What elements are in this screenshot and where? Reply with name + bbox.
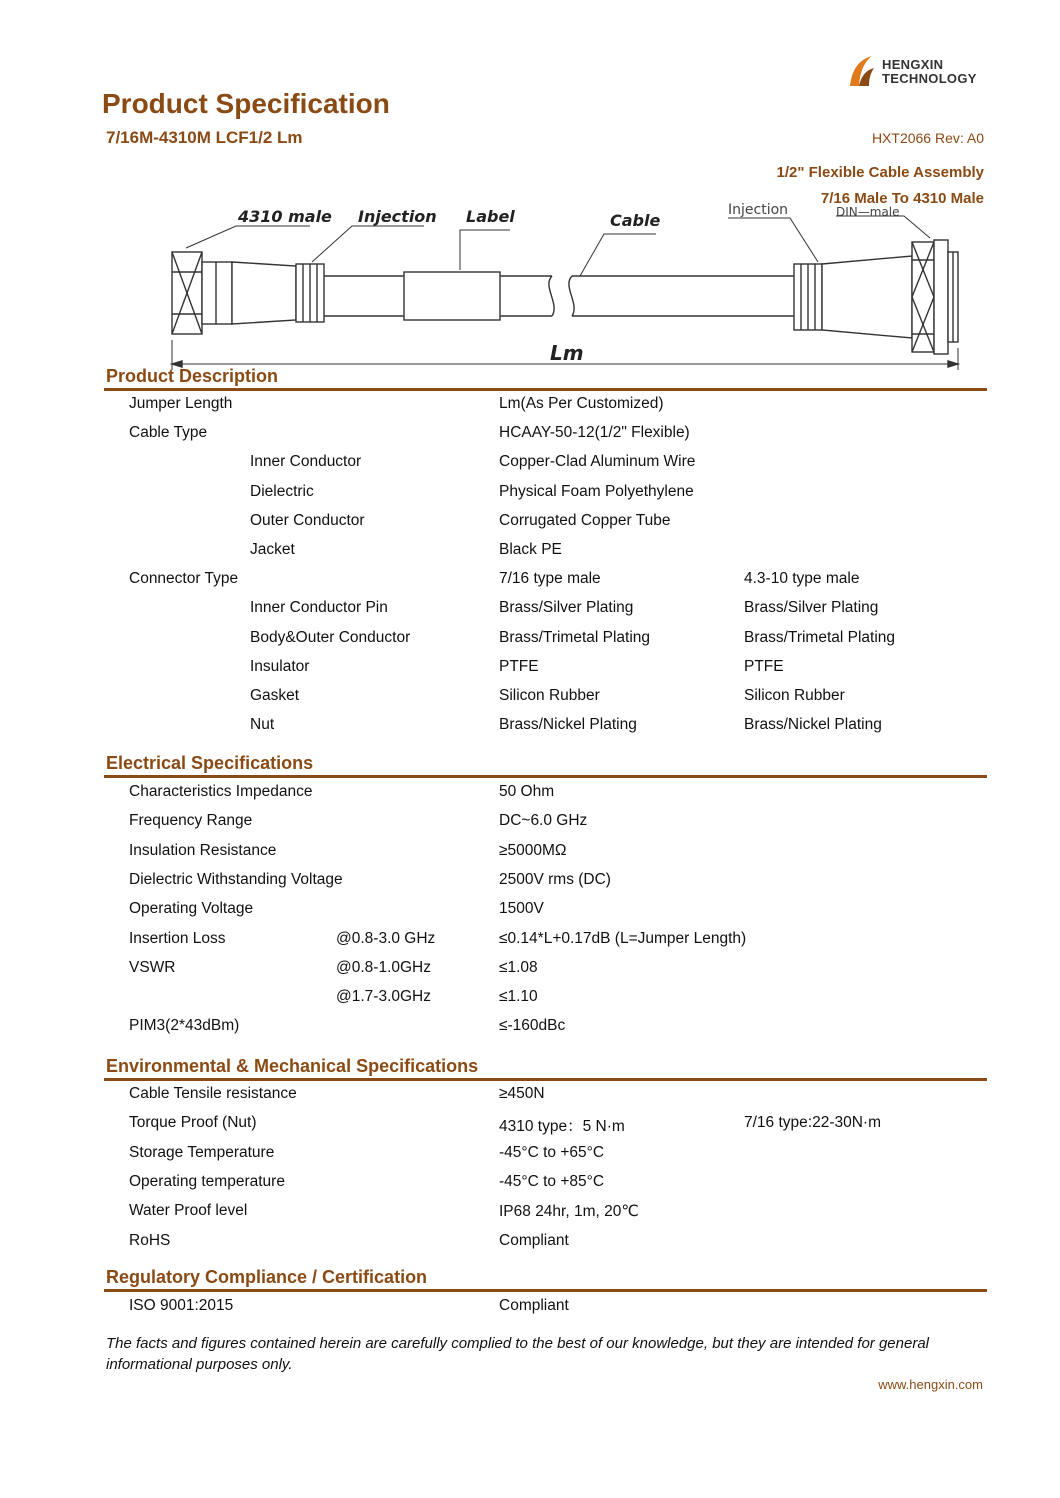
- label-injection-right: Injection: [728, 202, 789, 218]
- row-value: 1500V: [499, 900, 544, 918]
- row-label: Frequency Range: [129, 812, 253, 830]
- logo-brand-line2: TECHNOLOGY: [882, 71, 977, 86]
- section-rule: [104, 1078, 987, 1081]
- table-row: [0, 541, 1060, 570]
- row-value: -45°C to +85°C: [499, 1172, 605, 1190]
- table-row: [0, 1232, 1060, 1261]
- row-label: Gasket: [250, 687, 300, 704]
- table-row: [0, 812, 1060, 841]
- row-label: Inner Conductor Pin: [250, 599, 388, 617]
- row-label: Cable Tensile resistance: [129, 1085, 297, 1102]
- row-condition: @0.8-1.0GHz: [336, 958, 431, 976]
- logo: [842, 52, 992, 92]
- row-label: Characteristics Impedance: [129, 783, 313, 800]
- row-label: Dielectric: [250, 482, 314, 500]
- section-heading-regulatory: Regulatory Compliance / Certification: [106, 1267, 428, 1287]
- row-value: Copper-Clad Aluminum Wire: [499, 453, 696, 471]
- row-value: ≥5000MΩ: [499, 841, 567, 859]
- row-label: VSWR: [129, 958, 176, 976]
- table-row: [0, 783, 1060, 812]
- row-value: 50 Ohm: [499, 783, 555, 800]
- row-label: Operating Voltage: [129, 900, 254, 918]
- row-value: Brass/Trimetal Plating: [499, 628, 651, 646]
- cable-assembly-diagram: [0, 200, 1060, 370]
- row-value: Compliant: [499, 1297, 569, 1314]
- page-title: Product Specification: [102, 88, 390, 119]
- table-row: [0, 658, 1060, 687]
- table-row: [0, 570, 1060, 599]
- row-label: Connector Type: [129, 570, 239, 588]
- label-length: Lm: [550, 341, 584, 365]
- row-label: Cable Type: [129, 424, 208, 442]
- table-row: [0, 687, 1060, 716]
- section-rule: [104, 1289, 987, 1292]
- row-value-secondary: 4.3-10 type male: [744, 570, 860, 588]
- disclaimer: The facts and figures contained herein are carefully complied to the best of our knowledge, but they are intended for general informational purposes only.: [106, 1335, 930, 1373]
- row-label: Water Proof level: [129, 1202, 248, 1220]
- row-label: Body&Outer Conductor: [250, 628, 411, 646]
- table-row: [0, 599, 1060, 628]
- section-heading-product-description: Product Description: [106, 366, 279, 386]
- row-value-secondary: PTFE: [744, 657, 784, 675]
- table-row: [0, 424, 1060, 453]
- table-row: [0, 1085, 1060, 1114]
- table-row: [0, 959, 1060, 988]
- label-din-male: DIN—male: [836, 205, 900, 219]
- row-value: IP68 24hr, 1m, 20℃: [499, 1203, 639, 1221]
- website-link[interactable]: www.hengxin.com: [878, 1377, 983, 1392]
- row-value: HCAAY-50-12(1/2" Flexible): [499, 424, 690, 442]
- revision-code: HXT2066 Rev: A0: [871, 130, 984, 146]
- row-label: Dielectric Withstanding Voltage: [129, 870, 343, 888]
- row-value: Silicon Rubber: [499, 687, 600, 704]
- row-label: RoHS: [129, 1231, 171, 1249]
- table-row: [0, 1017, 1060, 1046]
- row-label: Jumper Length: [129, 395, 233, 412]
- row-label: Jacket: [250, 541, 295, 558]
- product-line2: 7/16 Male To 4310 Male: [820, 190, 984, 207]
- table-row: [0, 629, 1060, 658]
- table-row: [0, 930, 1060, 959]
- row-condition: @0.8-3.0 GHz: [336, 929, 436, 947]
- row-value-secondary: Brass/Nickel Plating: [744, 716, 882, 734]
- row-value: Physical Foam Polyethylene: [499, 482, 694, 500]
- table-row: [0, 1297, 1060, 1326]
- row-value: ≤0.14*L+0.17dB (L=Jumper Length): [499, 929, 747, 947]
- section-heading-electrical: Electrical Specifications: [106, 753, 314, 773]
- row-value: DC~6.0 GHz: [499, 812, 588, 830]
- row-value: Compliant: [499, 1231, 569, 1249]
- row-label: Insertion Loss: [129, 929, 226, 947]
- table-row: [0, 1202, 1060, 1231]
- table-row: [0, 988, 1060, 1017]
- row-label: Operating temperature: [129, 1172, 285, 1190]
- row-label: PIM3(2*43dBm): [129, 1017, 240, 1035]
- row-label: ISO 9001:2015: [129, 1297, 234, 1314]
- product-line1: 1/2" Flexible Cable Assembly: [776, 164, 984, 181]
- row-value: Lm(As Per Customized): [499, 395, 664, 412]
- label-injection-left: Injection: [358, 207, 437, 226]
- section-heading-environmental: Environmental & Mechanical Specifications: [106, 1056, 479, 1076]
- table-row: [0, 1173, 1060, 1202]
- row-label: Outer Conductor: [250, 511, 365, 529]
- row-value-secondary: Brass/Silver Plating: [744, 599, 879, 617]
- row-value: ≤1.10: [499, 988, 538, 1006]
- row-label: Insulator: [250, 657, 310, 675]
- row-condition: @1.7-3.0GHz: [336, 988, 431, 1006]
- row-value: 4310 type：5 N·m: [499, 1118, 625, 1136]
- page-subtitle: 7/16M-4310M LCF1/2 Lm: [106, 128, 303, 147]
- section-rule: [104, 388, 987, 391]
- row-label: Storage Temperature: [129, 1143, 275, 1161]
- table-row: [0, 483, 1060, 512]
- row-label: Nut: [250, 716, 275, 734]
- row-label: Insulation Resistance: [129, 841, 277, 859]
- row-value: ≤-160dBc: [499, 1017, 566, 1035]
- table-row: [0, 1114, 1060, 1143]
- row-value: 7/16 type male: [499, 570, 601, 588]
- row-value: Brass/Nickel Plating: [499, 716, 637, 734]
- table-row: [0, 716, 1060, 745]
- logo-brand-line1: HENGXIN: [882, 57, 944, 72]
- row-value: 2500V rms (DC): [499, 870, 611, 888]
- table-row: [0, 453, 1060, 482]
- label-4310-male: 4310 male: [238, 207, 332, 226]
- label-label: Label: [466, 207, 515, 226]
- table-row: [0, 512, 1060, 541]
- table-row: [0, 900, 1060, 929]
- table-row: [0, 1144, 1060, 1173]
- logo-mark-icon: [842, 52, 882, 92]
- table-row: [0, 395, 1060, 424]
- table-row: [0, 871, 1060, 900]
- row-value: ≤1.08: [499, 958, 538, 976]
- row-value-secondary: 7/16 type:22-30N·m: [744, 1114, 881, 1132]
- label-cable: Cable: [610, 211, 661, 230]
- section-rule: [104, 775, 987, 778]
- row-label: Torque Proof (Nut): [129, 1114, 257, 1132]
- row-value: Black PE: [499, 541, 562, 558]
- row-value: Corrugated Copper Tube: [499, 511, 671, 529]
- row-value-secondary: Brass/Trimetal Plating: [744, 628, 896, 646]
- row-value: -45°C to +65°C: [499, 1143, 605, 1161]
- row-value-secondary: Silicon Rubber: [744, 687, 845, 704]
- row-value: ≥450N: [499, 1085, 545, 1102]
- row-value: PTFE: [499, 657, 539, 675]
- row-value: Brass/Silver Plating: [499, 599, 634, 617]
- table-row: [0, 842, 1060, 871]
- row-label: Inner Conductor: [250, 453, 362, 471]
